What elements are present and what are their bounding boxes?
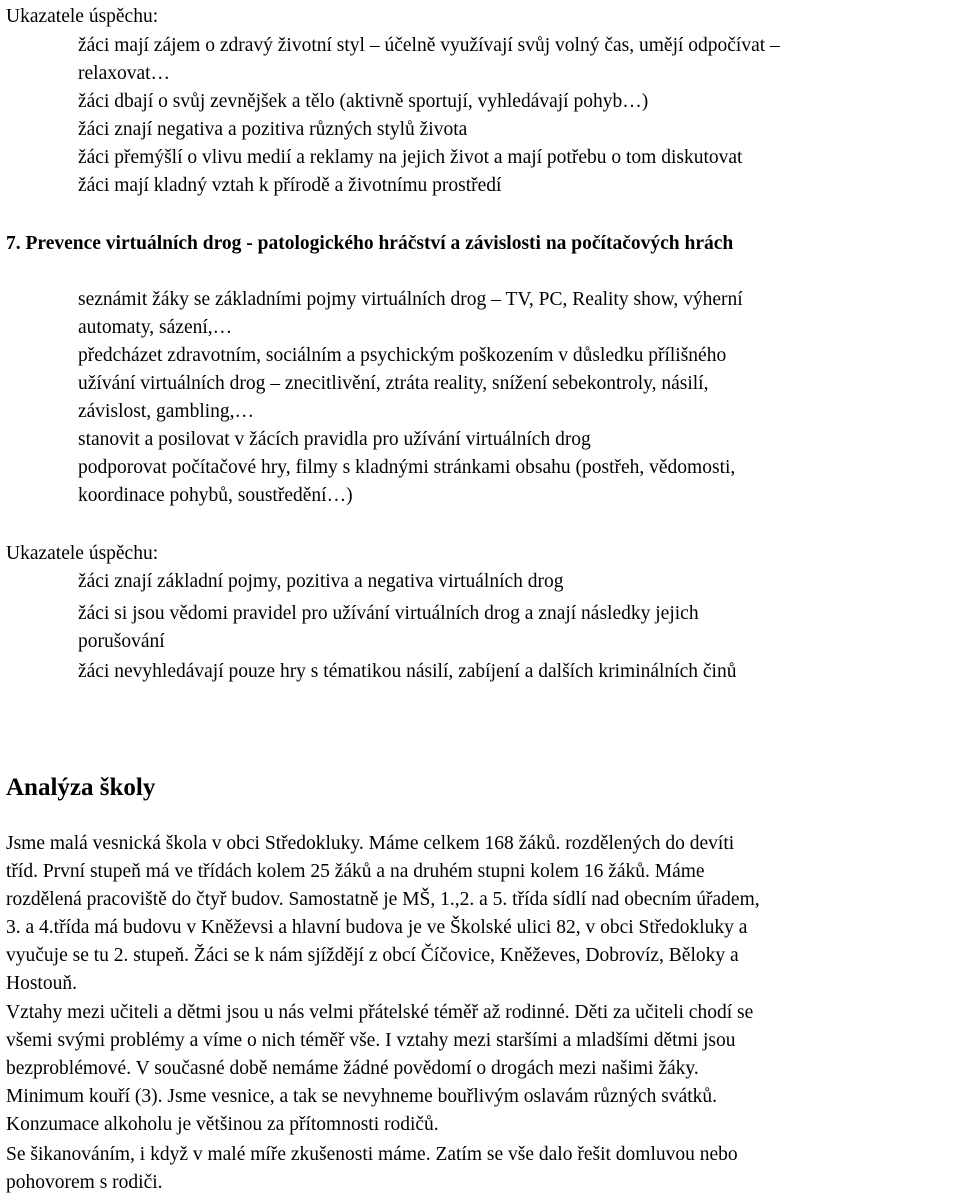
indicator-line: žáci dbají o svůj zevnějšek a tělo (aktivně sportují, vyhledávají pohyb…) <box>78 91 649 112</box>
indicator-line: žáci si jsou vědomi pravidel pro užívání virtuálních drog a znají následky jejich <box>78 603 699 624</box>
indicators-label: Ukazatele úspěchu: <box>6 543 159 564</box>
indicator-line: relaxovat… <box>78 63 171 84</box>
analysis-line: bezproblémové. V současné době nemáme žádné povědomí o drogách mezi našimi žáky. <box>6 1058 699 1079</box>
goal-line: podporovat počítačové hry, filmy s kladnými stránkami obsahu (postřeh, vědomosti, <box>78 457 736 478</box>
analysis-line: Hostouň. <box>6 973 77 994</box>
analysis-line: Vztahy mezi učiteli a dětmi jsou u nás velmi přátelské téměř až rodinné. Děti za učiteli chodí se <box>6 1002 754 1023</box>
analysis-line: Jsme malá vesnická škola v obci Středokluky. Máme celkem 168 žáků. rozdělených do devíti <box>6 833 735 854</box>
indicator-line: porušování <box>78 631 165 652</box>
goal-line: seznámit žáky se základními pojmy virtuálních drog – TV, PC, Reality show, výherní <box>78 289 743 310</box>
goal-line: užívání virtuálních drog – znecitlivění, ztráta reality, snížení sebekontroly, násilí, <box>78 373 709 394</box>
analysis-line: tříd. První stupeň má ve třídách kolem 25 žáků a na druhém stupni kolem 16 žáků. Máme <box>6 861 705 882</box>
analysis-line: rozdělená pracoviště do čtyř budov. Samostatně je MŠ, 1.,2. a 5. třída sídlí nad obecním úřadem, <box>6 889 760 910</box>
analysis-line: pohovorem s rodiči. <box>6 1172 163 1193</box>
indicator-line: žáci znají negativa a pozitiva různých stylů života <box>78 119 468 140</box>
analysis-line: vyučuje se tu 2. stupeň. Žáci se k nám sjíždějí z obcí Číčovice, Kněževes, Dobrovíz, Běloky a <box>6 945 739 966</box>
indicator-line: žáci přemýšlí o vlivu medií a reklamy na jejich život a mají potřebu o tom diskutovat <box>78 147 743 168</box>
analysis-line: 3. a 4.třída má budovu v Kněževsi a hlavní budova je ve Školské ulici 82, v obci Středokluky a <box>6 917 748 938</box>
goal-line: automaty, sázení,… <box>78 317 233 338</box>
indicator-line: žáci mají kladný vztah k přírodě a životnímu prostředí <box>78 175 502 196</box>
section7-heading: 7. Prevence virtuálních drog - patologického hráčství a závislosti na počítačových hrách <box>6 233 734 254</box>
analysis-line: Se šikanováním, i když v malé míře zkušenosti máme. Zatím se vše dalo řešit domluvou nebo <box>6 1144 738 1165</box>
goal-line: stanovit a posilovat v žácích pravidla pro užívání virtuálních drog <box>78 429 591 450</box>
indicator-line: žáci znají základní pojmy, pozitiva a negativa virtuálních drog <box>78 571 564 592</box>
goal-line: koordinace pohybů, soustředění…) <box>78 485 353 506</box>
analysis-line: Minimum kouří (3). Jsme vesnice, a tak se nevyhneme bouřlivým oslavám různých svátků. <box>6 1086 718 1107</box>
goal-line: závislost, gambling,… <box>78 401 255 422</box>
analysis-line: všemi svými problémy a víme o nich téměř vše. I vztahy mezi staršími a mladšími dětmi jsou <box>6 1030 736 1051</box>
indicator-line: žáci mají zájem o zdravý životní styl – účelně využívají svůj volný čas, umějí odpočívat – <box>78 35 780 56</box>
analysis-line: Konzumace alkoholu je většinou za přítomnosti rodičů. <box>6 1114 439 1135</box>
indicator-line: žáci nevyhledávají pouze hry s tématikou násilí, zabíjení a dalších kriminálních činů <box>78 661 737 682</box>
indicators-label: Ukazatele úspěchu: <box>6 6 159 27</box>
goal-line: předcházet zdravotním, sociálním a psychickým poškozením v důsledku přílišného <box>78 345 727 366</box>
analysis-heading: Analýza školy <box>6 774 156 801</box>
